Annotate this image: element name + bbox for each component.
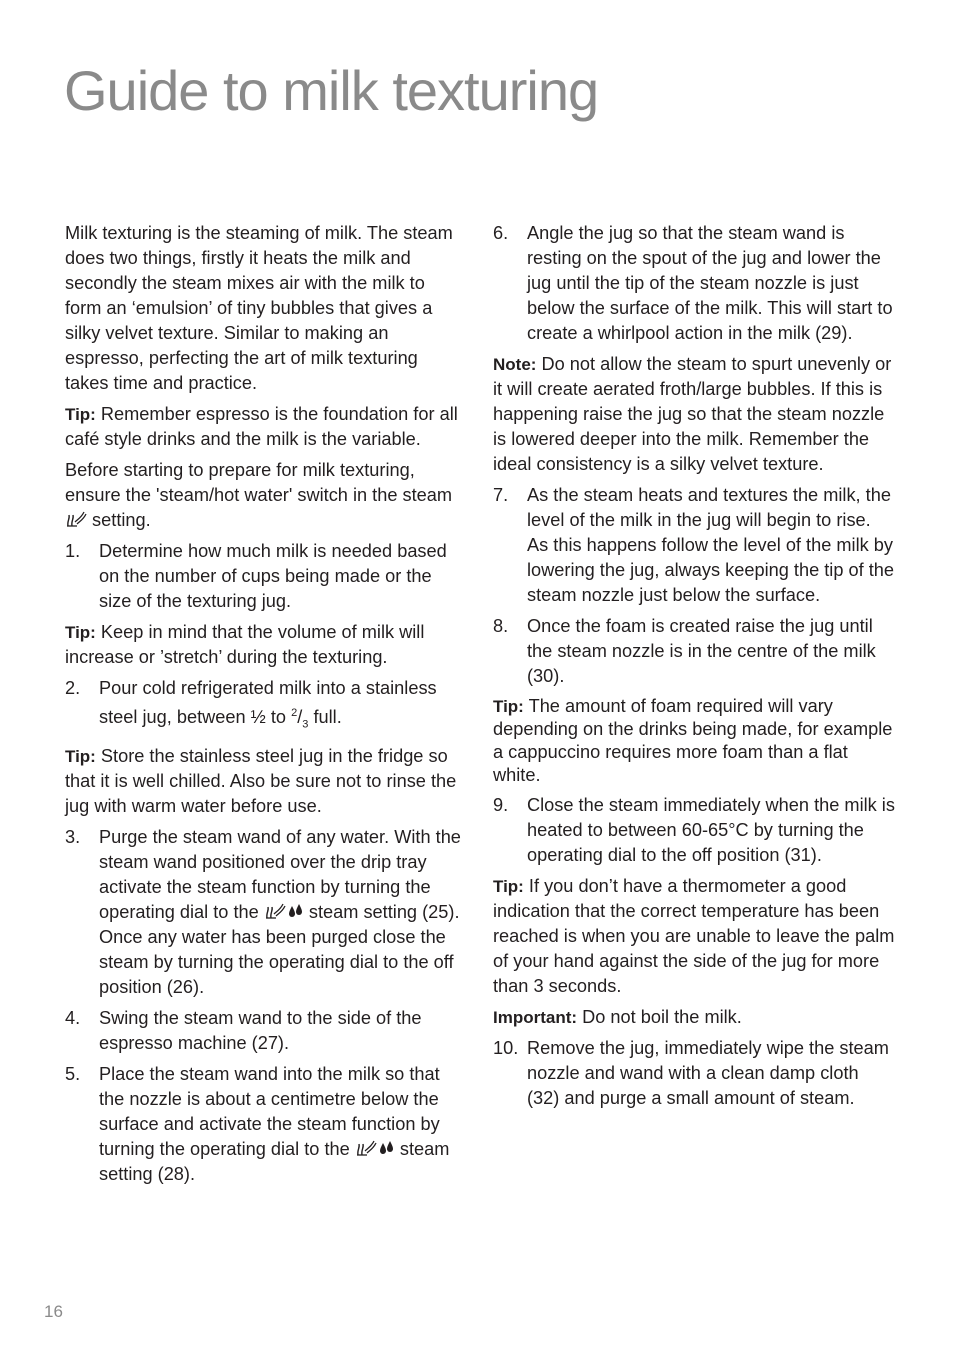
step-number: 7. xyxy=(493,485,509,505)
setup-paragraph xyxy=(65,458,465,533)
list-item xyxy=(493,483,895,608)
note-text: Do not allow the steam to spurt unevenly or it will create aerated froth/large bubbles. If this is happening raise the jug so that the steam nozzle is lowered deeper into the milk. Remember the ideal consistency is a silky velvet texture. xyxy=(493,354,892,474)
list-item xyxy=(65,825,465,1000)
tip-label: Tip: xyxy=(65,405,96,424)
tip-paragraph xyxy=(65,744,465,819)
steps-list xyxy=(493,793,895,868)
important-paragraph xyxy=(493,1005,895,1030)
intro-paragraph: Milk texturing is the steaming of milk. The steam does two things, firstly it heats the milk and secondly the steam mixes air with the milk to form an ‘emulsion’ of tiny bubbles that gives a silky velvet texture. Similar to making an espresso, perfecting the art of milk texturing takes time and practice. xyxy=(65,223,453,393)
tip-paragraph xyxy=(493,695,895,787)
step-text: Remove the jug, immediately wipe the steam nozzle and wand with a clean damp cloth (32) and purge a small amount of steam. xyxy=(527,1038,889,1108)
tip-text: If you don’t have a thermometer a good indication that the correct temperature has been reached is when you are unable to leave the palm of your hand against the side of the jug for more than 3 seconds. xyxy=(493,876,895,996)
important-label: Important: xyxy=(493,1008,578,1027)
setup-text-end: setting. xyxy=(87,510,151,530)
tip-label: Tip: xyxy=(493,877,524,896)
step-text xyxy=(99,676,465,738)
tip-paragraph xyxy=(65,402,465,452)
list-item xyxy=(65,1006,465,1056)
tip-label: Tip: xyxy=(493,697,524,716)
fraction-numerator: 2 xyxy=(291,707,298,719)
step-text-part: Pour cold refrigerated milk into a stainless steel jug, between ½ to xyxy=(99,678,437,728)
step-number: 8. xyxy=(493,616,509,636)
step-text-part: steam setting (25). Once any water has been purged close the steam by turning the operating dial to the off position (26). xyxy=(99,901,460,997)
step-number: 3. xyxy=(65,826,81,847)
step-number: 10. xyxy=(493,1038,519,1058)
step-text xyxy=(99,825,465,1000)
step-text-part: Place the steam wand into the milk so that the nozzle is about a centimetre below the surface and activate the steam function by turning the operating dial to the xyxy=(99,1063,440,1159)
fraction-denominator: 3 xyxy=(302,718,309,731)
step-number: 1. xyxy=(65,541,81,561)
steps-list xyxy=(493,483,895,689)
step-text-part: steam setting (28). xyxy=(99,1138,450,1184)
list-item xyxy=(65,1062,465,1187)
left-column xyxy=(65,221,465,1193)
step-number: 6. xyxy=(493,223,509,243)
list-item xyxy=(65,539,465,614)
setup-text: Before starting to prepare for milk texturing, ensure the 'steam/hot water' switch in the steam xyxy=(65,460,453,505)
step-number: 4. xyxy=(65,1007,81,1028)
fraction-slash: / xyxy=(297,707,303,728)
steps-list xyxy=(65,539,465,614)
tip-label: Tip: xyxy=(65,746,96,766)
step-text: As the steam heats and textures the milk, the level of the milk in the jug will begin to rise. As this happens follow the level of the milk by lowering the jug, always keeping the tip of the steam nozzle just below the surface. xyxy=(527,485,895,605)
note-paragraph xyxy=(493,352,895,477)
list-item xyxy=(493,221,895,346)
step-text-part: Purge the steam wand of any water. With the steam wand positioned over the drip tray activate the steam function by turning the operating dial to the xyxy=(99,826,461,922)
steps-list xyxy=(65,825,465,1187)
step-text: Angle the jug so that the steam wand is resting on the spout of the jug and lower the jug until the tip of the steam nozzle is just below the surface of the milk. This will start to create a whirlpool action in the milk (29). xyxy=(527,223,893,343)
steam-symbol-icon xyxy=(65,510,87,528)
step-number: 9. xyxy=(493,795,509,815)
steam-drops-symbol-icon xyxy=(264,902,304,920)
step-text xyxy=(99,1062,465,1187)
tip-text: Remember espresso is the foundation for all café style drinks and the milk is the variable. xyxy=(65,404,458,449)
right-column xyxy=(493,221,895,1117)
note-label: Note: xyxy=(493,355,537,374)
step-text: Determine how much milk is needed based on the number of cups being made or the size of the texturing jug. xyxy=(99,541,447,611)
page-title: Guide to milk texturing xyxy=(64,59,599,122)
tip-text: The amount of foam required will vary depending on the drinks being made, for example a cappuccino requires more foam than a flat white. xyxy=(493,696,893,785)
step-number: 2. xyxy=(65,678,81,698)
list-item xyxy=(493,1036,895,1111)
step-text: Close the steam immediately when the milk is heated to between 60-65°C by turning the operating dial to the off position (31). xyxy=(527,795,895,865)
tip-text: Store the stainless steel jug in the fridge so that it is well chilled. Also be sure not to rinse the jug with warm water before use. xyxy=(65,745,457,816)
tip-paragraph xyxy=(493,874,895,999)
important-text: Do not boil the milk. xyxy=(577,1007,742,1027)
tip-label: Tip: xyxy=(65,623,96,642)
steps-list xyxy=(493,221,895,346)
tip-paragraph xyxy=(65,620,465,670)
step-text-part: full. xyxy=(308,707,342,728)
tip-text: Keep in mind that the volume of milk will increase or ’stretch’ during the texturing. xyxy=(65,622,425,667)
list-item xyxy=(65,676,465,738)
list-item xyxy=(493,614,895,689)
step-text: Swing the steam wand to the side of the espresso machine (27). xyxy=(99,1007,422,1053)
list-item xyxy=(493,793,895,868)
page-number: 16 xyxy=(44,1302,63,1321)
steps-list xyxy=(493,1036,895,1111)
steam-drops-symbol-icon xyxy=(355,1139,395,1157)
steps-list xyxy=(65,676,465,738)
step-text: Once the foam is created raise the jug until the steam nozzle is in the centre of the milk (30). xyxy=(527,616,876,686)
step-number: 5. xyxy=(65,1063,81,1084)
